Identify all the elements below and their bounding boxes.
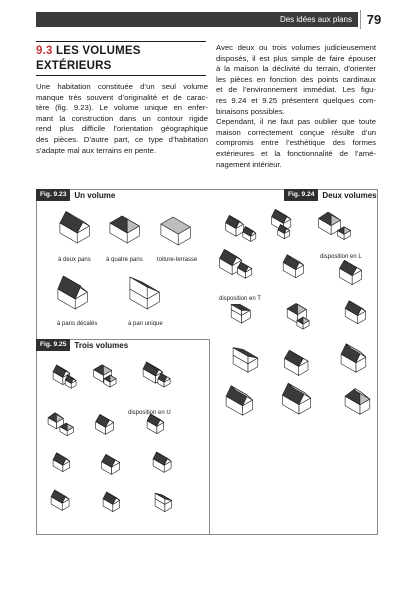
body-line-right: compromis entre l’esthétique des formes xyxy=(216,138,376,148)
house-volume xyxy=(155,493,172,511)
house-volume xyxy=(53,453,70,472)
body-line-left: mant la construction dans un contour rigide xyxy=(36,113,208,123)
running-title: Des idées aux plans xyxy=(279,15,352,24)
house-volume xyxy=(51,490,69,510)
house-volume xyxy=(283,255,303,278)
house-volume xyxy=(233,348,258,373)
section-title-line2: EXTÉRIEURS xyxy=(36,60,112,72)
house-volume xyxy=(102,454,120,474)
label-a-deux-pans: à deux pans xyxy=(58,257,91,263)
label-disposition-en-u: disposition en U xyxy=(128,410,171,416)
house-volume xyxy=(65,375,76,388)
house-volume xyxy=(96,414,114,434)
house-volume xyxy=(226,386,252,415)
body-line-right: binaisons possibles. xyxy=(216,106,285,116)
body-line-right: disposés, il est plus simple de faire épouser xyxy=(216,53,376,63)
house-gable xyxy=(60,212,89,244)
body-line-left: rend plus difficile l’orientation géographique xyxy=(36,124,208,134)
body-line-right: les pièces en fonction des points cardinaux xyxy=(216,74,376,84)
fig-924-tag: Fig. 9.24 xyxy=(284,189,318,201)
label-toiture-terrasse: toiture-terrasse xyxy=(157,257,198,263)
house-volume xyxy=(345,301,365,324)
label-a-pans-decales: à pans décalés xyxy=(57,321,98,327)
body-line-right: à la maison la déclivité du terrain, d’orienter xyxy=(216,64,376,74)
body-line-left: Une habitation constituée d’un seul volume xyxy=(36,82,208,91)
house-volume xyxy=(147,414,164,434)
body-line-right: res 9.24 et 9.25 présentent quelques com- xyxy=(216,95,376,105)
fig-925-tag: Fig. 9.25 xyxy=(36,339,70,351)
house-volume xyxy=(285,350,308,375)
label-a-pan-unique: à pan unique xyxy=(128,321,163,327)
body-line-left: s’adapte mal aux terrains en pente. xyxy=(36,145,157,155)
house-volume xyxy=(226,215,244,236)
house-volume xyxy=(103,492,120,512)
body-line-right: et de l’environnement immédiat. Les figu- xyxy=(216,85,376,95)
label-disposition-en-l: disposition en L xyxy=(320,254,362,260)
body-line-left: des pièces. D’autre part, ce type d’habitation xyxy=(36,134,208,144)
page-number: 79 xyxy=(360,10,387,29)
fig-925-caption: Trois volumes xyxy=(74,340,129,350)
house-volume xyxy=(283,383,311,414)
body-line-right: maison correctement conçue résulte d’un xyxy=(216,127,376,137)
house-volume xyxy=(231,304,250,323)
body-line-right: extérieures et la fonctionnalité de l’amé- xyxy=(216,148,376,158)
body-line-left: tère (fig. 9.23). Le volume unique en enfer- xyxy=(36,103,208,113)
house-volume xyxy=(238,262,252,278)
house-volume xyxy=(345,389,370,415)
house-shed xyxy=(130,277,159,309)
house-hip xyxy=(110,216,139,243)
house-volume xyxy=(341,344,366,373)
house-volume xyxy=(153,452,171,472)
body-line-right: nagement intérieur. xyxy=(216,159,282,169)
house-volume xyxy=(243,227,256,242)
house-split-pitch xyxy=(58,276,87,309)
section-number: 9.3 xyxy=(36,45,53,57)
house-volume xyxy=(158,373,170,387)
fig-923-tag: Fig. 9.23 xyxy=(36,189,70,201)
house-flat-roof xyxy=(161,217,190,245)
label-disposition-en-t: disposition en T xyxy=(219,296,261,302)
body-line-right: Avec deux ou trois volumes judicieusement xyxy=(216,43,376,52)
section-title-line1: LES VOLUMES xyxy=(56,45,141,57)
fig-923-caption: Un volume xyxy=(74,190,116,200)
label-a-quatre-pans: à quatre pans xyxy=(106,257,143,263)
body-line-right: Cependant, il ne faut pas oublier que toute xyxy=(216,117,376,127)
house-volume xyxy=(340,260,362,284)
body-line-left: manque très souvent d’originalité et de carac- xyxy=(36,92,208,102)
fig-924-caption: Deux volumes xyxy=(322,190,377,200)
